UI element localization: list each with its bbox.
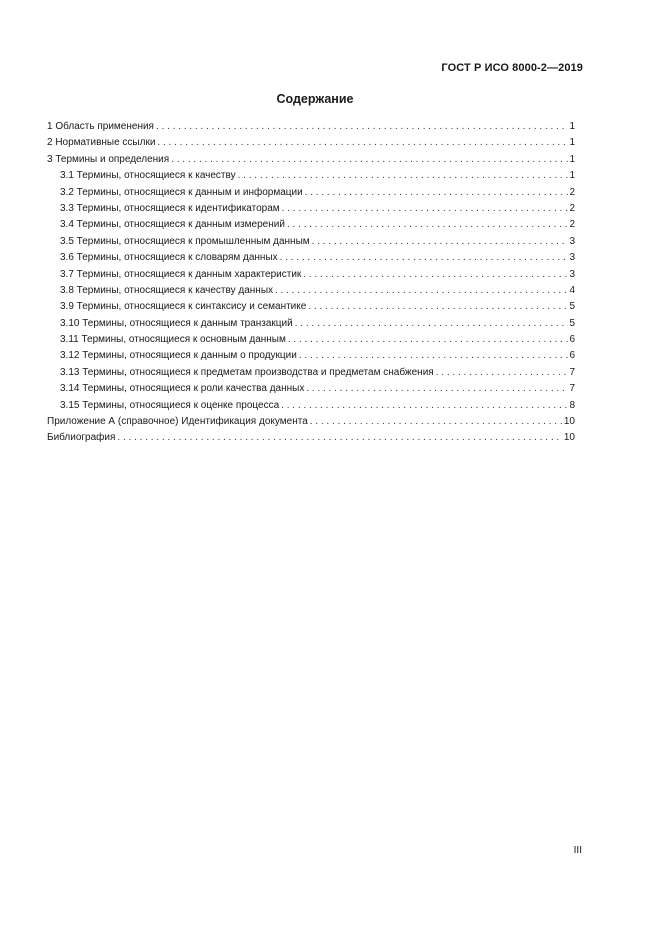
toc-entry[interactable]	[47, 135, 575, 151]
toc-entry[interactable]	[47, 267, 575, 283]
toc-leader-dots	[436, 365, 569, 381]
toc-leader-dots	[281, 398, 568, 414]
toc-entry-label: 3 Термины и определения	[47, 153, 170, 165]
toc-entry[interactable]	[47, 185, 575, 201]
toc-entry-page: 6	[569, 350, 575, 362]
toc-entry-label: Библиография	[47, 432, 116, 444]
toc-entry-label: 3.10 Термины, относящиеся к данным транзакций	[60, 317, 293, 329]
toc-entry-page: 10	[563, 416, 575, 428]
toc-entry[interactable]	[47, 152, 575, 168]
toc-entry[interactable]	[47, 348, 575, 364]
toc-entry-page: 8	[569, 399, 575, 411]
page-number: III	[573, 845, 582, 856]
toc-leader-dots	[295, 316, 569, 332]
toc-entry-page: 2	[569, 186, 575, 198]
toc-leader-dots	[238, 168, 569, 184]
toc-leader-dots	[282, 201, 569, 217]
toc-entry-page: 5	[569, 317, 575, 329]
toc-entry[interactable]	[47, 430, 575, 446]
toc-entry-page: 2	[569, 202, 575, 214]
toc-entry-label: 3.11 Термины, относящиеся к основным данным	[60, 334, 286, 346]
toc-entry[interactable]	[47, 299, 575, 315]
toc-leader-dots	[280, 250, 569, 266]
toc-entry-label: 3.9 Термины, относящиеся к синтаксису и семантике	[60, 301, 307, 313]
toc-entry-page: 7	[569, 383, 575, 395]
toc-leader-dots	[157, 135, 568, 151]
toc-entry-page: 3	[569, 252, 575, 264]
toc-leader-dots	[308, 299, 568, 315]
toc-entry-page: 6	[569, 334, 575, 346]
toc-leader-dots	[171, 152, 568, 168]
toc-entry-label: 3.15 Термины, относящиеся к оценке процесса	[60, 399, 280, 411]
toc-leader-dots	[117, 430, 562, 446]
toc-entry-page: 3	[569, 235, 575, 247]
toc-leader-dots	[275, 283, 568, 299]
toc-entry[interactable]	[47, 283, 575, 299]
toc-entry-label: 3.3 Термины, относящиеся к идентификаторам	[60, 202, 280, 214]
toc-leader-dots	[287, 217, 569, 233]
toc-entry[interactable]	[47, 398, 575, 414]
toc-leader-dots	[156, 119, 568, 135]
toc-entry-label: 3.2 Термины, относящиеся к данным и информации	[60, 186, 303, 198]
toc-entry-label: 3.7 Термины, относящиеся к данным характеристик	[60, 268, 302, 280]
toc-entry[interactable]	[47, 316, 575, 332]
toc-entry[interactable]	[47, 332, 575, 348]
toc-entry-page: 1	[569, 170, 575, 182]
toc-leader-dots	[305, 185, 569, 201]
toc-entry-label: 3.1 Термины, относящиеся к качеству	[60, 170, 236, 182]
toc-entry[interactable]	[47, 201, 575, 217]
toc-leader-dots	[303, 267, 568, 283]
toc-entry[interactable]	[47, 365, 575, 381]
toc-entry-label: Приложение А (справочное) Идентификация документа	[47, 416, 308, 428]
toc-entry-label: 2 Нормативные ссылки	[47, 137, 156, 149]
toc-leader-dots	[306, 381, 568, 397]
toc-entry-page: 1	[569, 121, 575, 132]
toc-entry-label: 3.12 Термины, относящиеся к данным о продукции	[60, 350, 297, 362]
toc-entry[interactable]	[47, 414, 575, 430]
toc-leader-dots	[310, 414, 563, 430]
document-code: ГОСТ Р ИСО 8000-2—2019	[441, 62, 583, 74]
toc-entry-page: 7	[569, 366, 575, 378]
toc-entry[interactable]	[47, 119, 575, 135]
toc-entry[interactable]	[47, 250, 575, 266]
toc-entry-label: 3.8 Термины, относящиеся к качеству данных	[60, 284, 274, 296]
toc-entry-page: 1	[569, 137, 575, 149]
toc-entry[interactable]	[47, 217, 575, 233]
toc-entry-label: 3.6 Термины, относящиеся к словарям данных	[60, 252, 278, 264]
toc-entry-label: 3.5 Термины, относящиеся к промышленным данным	[60, 235, 310, 247]
toc-entry-label: 3.14 Термины, относящиеся к роли качества данных	[60, 383, 305, 395]
toc-leader-dots	[288, 332, 569, 348]
toc-leader-dots	[312, 234, 569, 250]
toc-entry[interactable]	[47, 381, 575, 397]
toc-entry-label: 3.4 Термины, относящиеся к данным измерений	[60, 219, 285, 231]
toc-entry-page: 4	[569, 284, 575, 296]
toc-entry-page: 5	[569, 301, 575, 313]
toc-entry[interactable]	[47, 234, 575, 250]
toc-entry-label: 3.13 Термины, относящиеся к предметам производства и предметам снабжения	[60, 366, 434, 378]
toc-title: Содержание	[276, 92, 354, 106]
toc-leader-dots	[299, 348, 569, 364]
table-of-contents	[47, 119, 575, 447]
toc-entry-page: 2	[569, 219, 575, 231]
toc-entry[interactable]	[47, 168, 575, 184]
toc-entry-page: 1	[569, 153, 575, 165]
toc-entry-page: 10	[563, 432, 575, 444]
toc-entry-page: 3	[569, 268, 575, 280]
toc-entry-label: 1 Область применения	[47, 121, 154, 132]
